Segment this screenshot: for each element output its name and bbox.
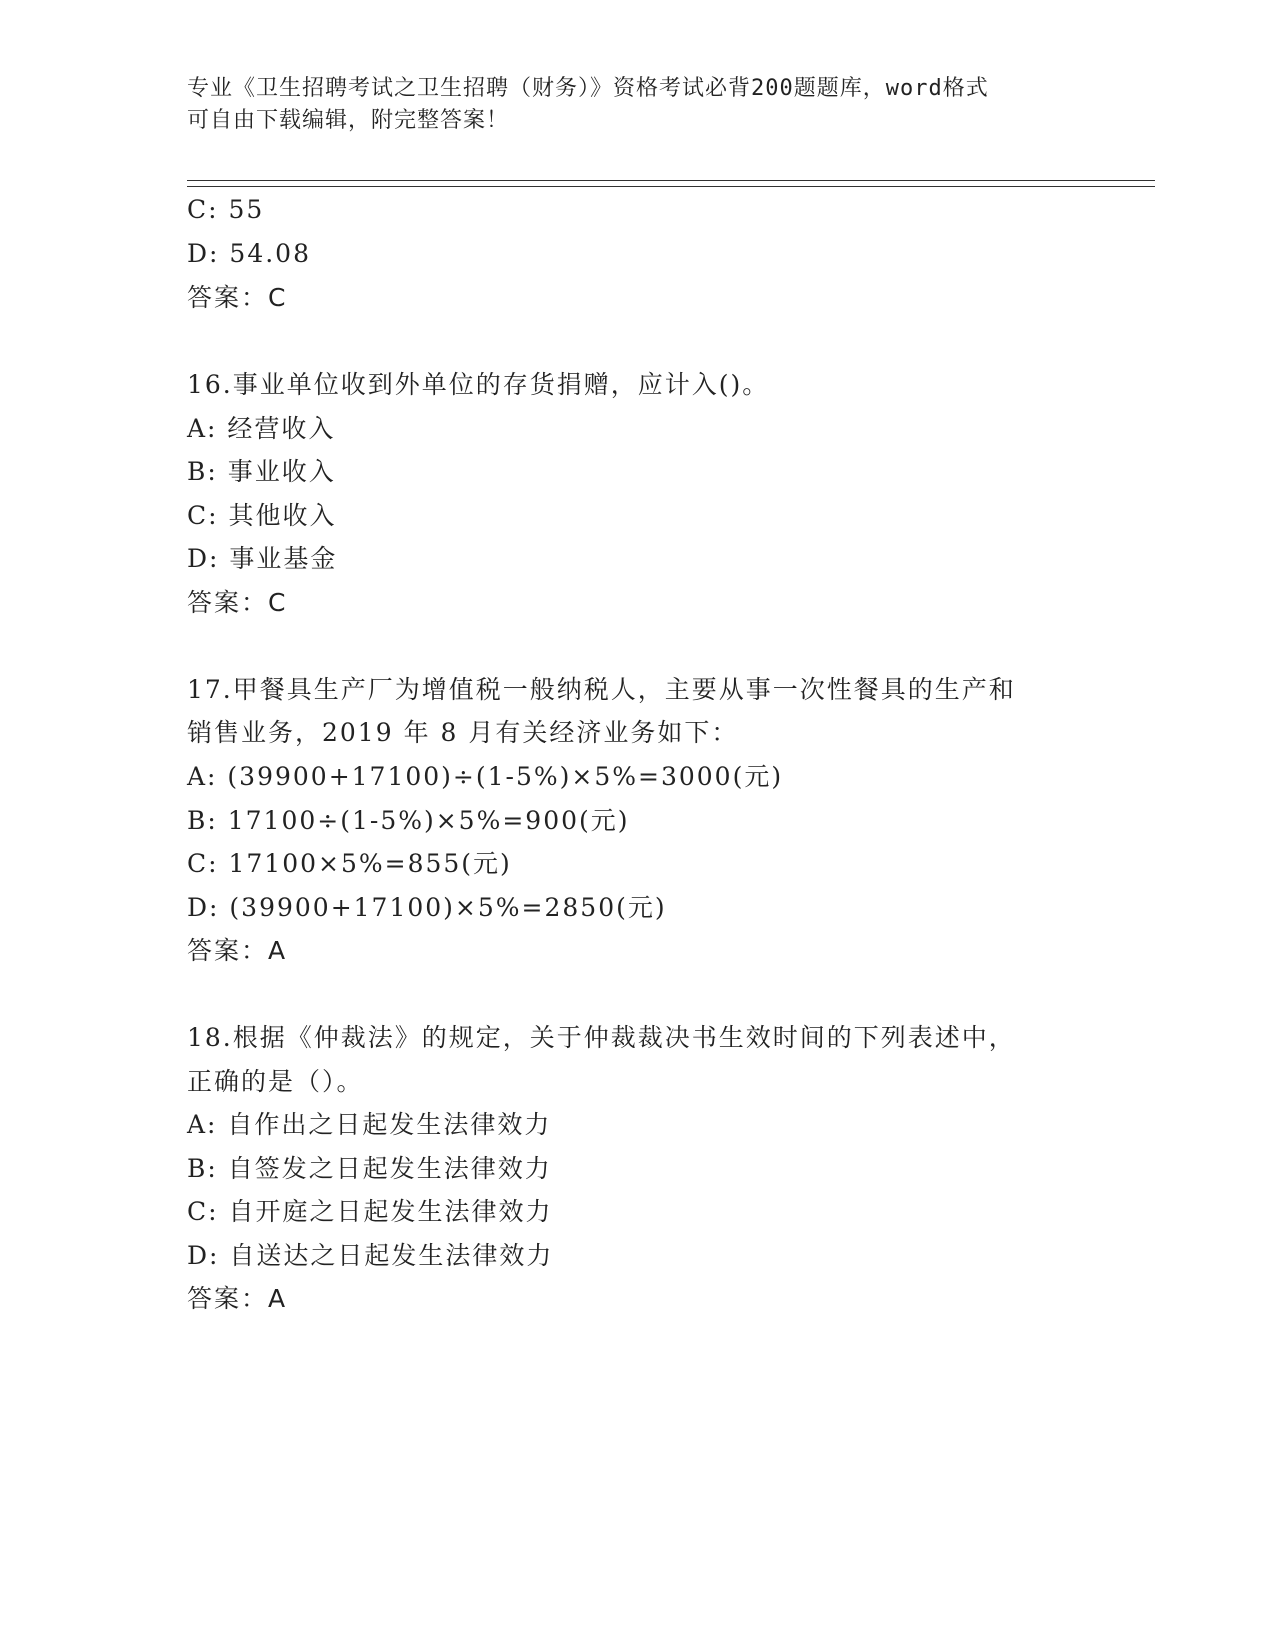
q17-stem-line-2: 销售业务，2019 年 8 月有关经济业务如下： [187, 718, 739, 747]
q17-stem-line-1: 17.甲餐具生产厂为增值税一般纳税人，主要从事一次性餐具的生产和 [187, 675, 1016, 704]
q17-option-a: A: (39900+17100)÷(1-5%)×5%=3000(元) [187, 762, 784, 791]
q18-option-a: A: 自作出之日起发生法律效力 [187, 1110, 552, 1139]
q16-option-d: D: 事业基金 [187, 544, 338, 573]
q16-answer: 答案：C [187, 588, 288, 617]
q15-option-c: C: 55 [187, 195, 265, 224]
q17-option-b: B: 17100÷(1-5%)×5%=900(元) [187, 806, 630, 835]
header-divider-bottom [187, 186, 1155, 187]
q15-option-d: D: 54.08 [187, 239, 311, 268]
q17-answer: 答案：A [187, 936, 288, 965]
q18-option-d: D: 自送达之日起发生法律效力 [187, 1241, 554, 1270]
q17-option-d: D: (39900+17100)×5%=2850(元) [187, 893, 667, 922]
header-divider-top [187, 180, 1155, 181]
q18-option-c: C: 自开庭之日起发生法律效力 [187, 1197, 553, 1226]
q16-option-b: B: 事业收入 [187, 457, 336, 486]
q16-option-a: A: 经营收入 [187, 414, 336, 443]
q15-answer: 答案：C [187, 283, 288, 312]
document-header [187, 73, 1087, 137]
header-line-2: 可自由下载编辑，附完整答案！ [187, 108, 510, 133]
q16-stem: 16.事业单位收到外单位的存货捐赠，应计入()。 [187, 370, 770, 399]
header-line-1: 专业《卫生招聘考试之卫生招聘（财务）》资格考试必背200题题库，word格式 [187, 76, 989, 101]
q17-option-c: C: 17100×5%=855(元) [187, 849, 512, 878]
q18-answer: 答案：A [187, 1284, 288, 1313]
q16-option-c: C: 其他收入 [187, 501, 337, 530]
q18-option-b: B: 自签发之日起发生法律效力 [187, 1154, 552, 1183]
q18-stem-line-1: 18.根据《仲裁法》的规定，关于仲裁裁决书生效时间的下列表述中， [187, 1023, 1016, 1052]
q18-stem-line-2: 正确的是（）。 [187, 1067, 364, 1096]
